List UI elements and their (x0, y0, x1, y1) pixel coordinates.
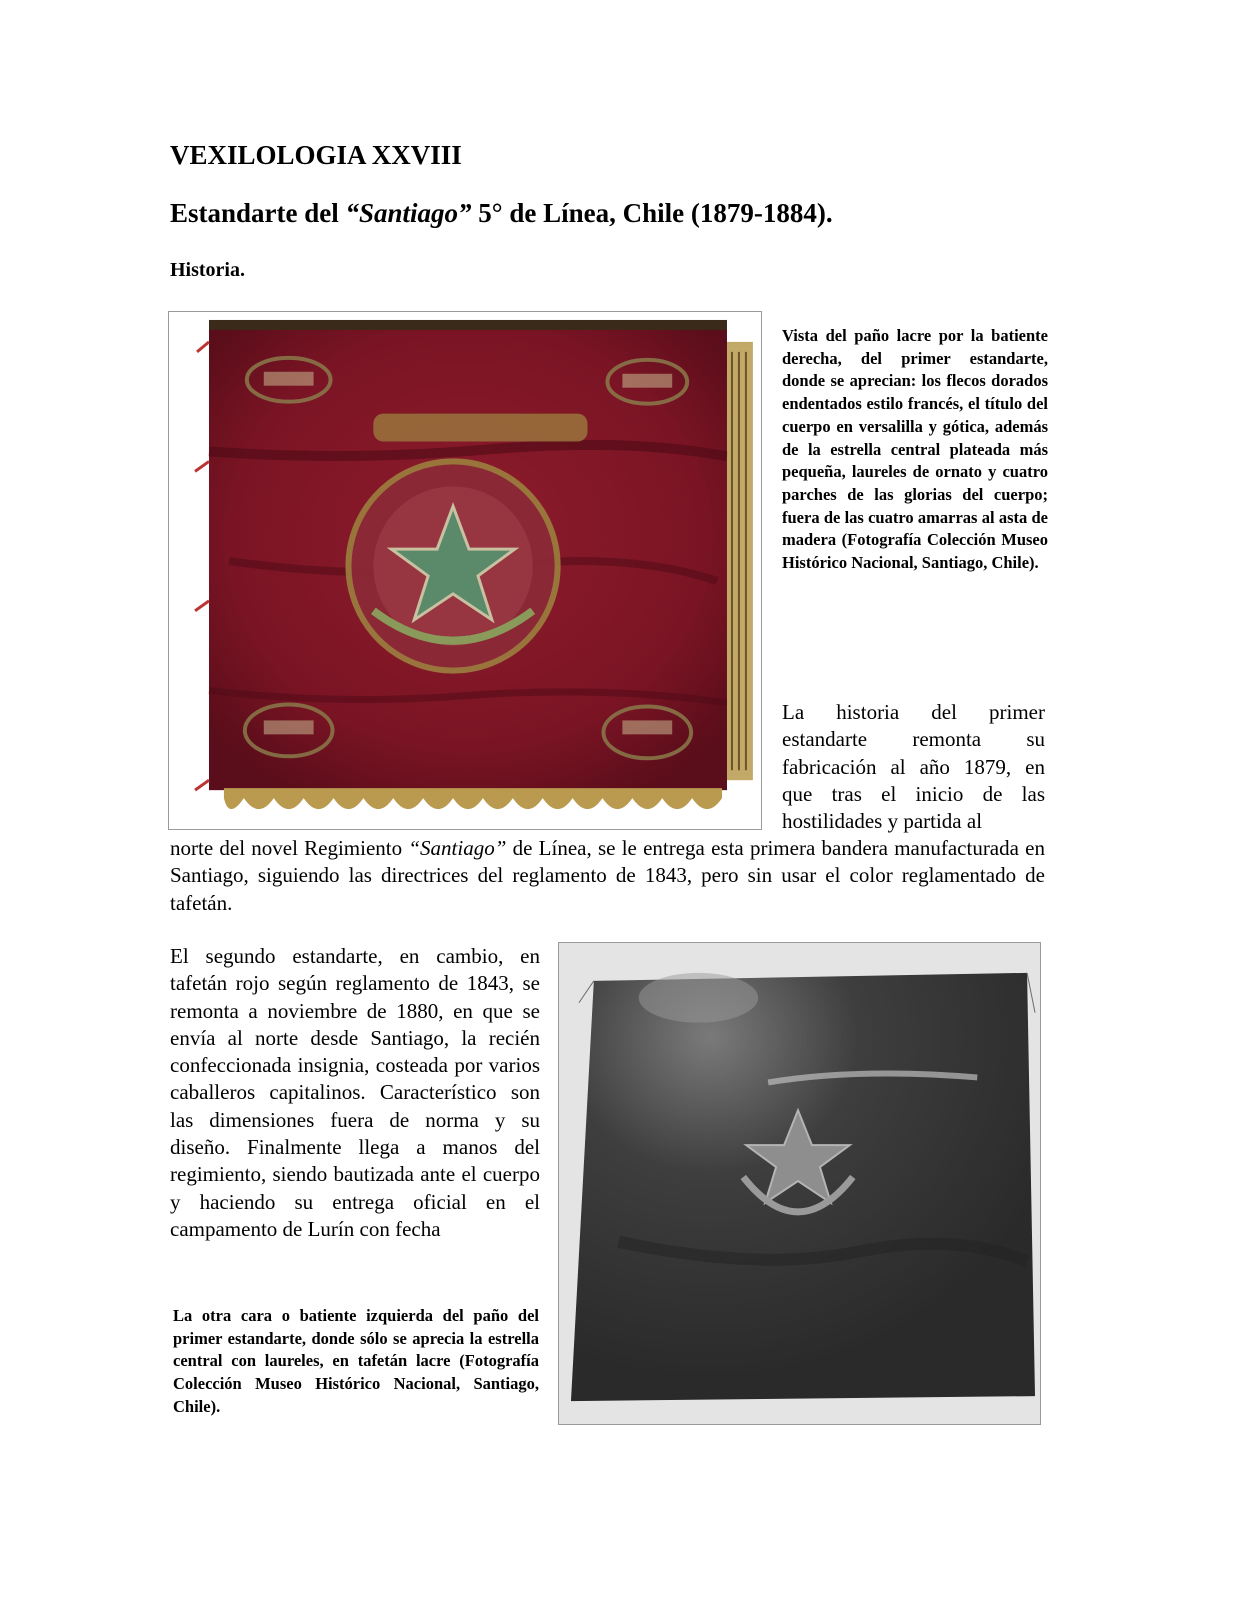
section-heading: Historia. (170, 259, 245, 281)
page-title: VEXILOLOGIA XXVIII (170, 140, 462, 170)
regiment-title-banner (373, 414, 587, 442)
history-paragraph-part-b (170, 835, 1045, 917)
second-standard-paragraph: El segundo estandarte, en cambio, en tafetán rojo según reglamento de 1843, se remonta a noviembre de 1880, en que se envía al norte desde Santiago, la recién confeccionada insignia, costeada por varios caballeros capitalinos. Característico son las dimensiones fuera de norma y su diseño. Finalmente llega a manos del regimiento, siendo bautizada ante el cuerpo y haciendo su entrega oficial en el campamento de Lurín con fecha (170, 944, 540, 1241)
flag-cloth-gray (571, 973, 1035, 1401)
flag-photo-front (168, 311, 762, 830)
para1b-italic-name: “Santiago” (408, 836, 507, 860)
subtitle-suffix: 5° de Línea, Chile (1879-1884). (471, 198, 833, 228)
para1b-suffix: de Línea, se le entrega esta primera bandera manufacturada en Santiago, siguiendo las directrices del reglamento de 1843, pero sin usar el color reglamentado de tafetán. (170, 836, 1045, 915)
history-paragraph-part-a: La historia del primer estandarte remonta su fabricación al año 1879, en que tras el inicio de las hostilidades y partida al (782, 700, 1045, 834)
para1b-prefix: norte del novel Regimiento (170, 836, 409, 860)
figure2-caption: La otra cara o batiente izquierda del paño del primer estandarte, donde sólo se aprecia la estrella central con laureles, en tafetán lacre (Fotografía Colección Museo Histórico Nacional, Santiago, Chile). (173, 1306, 539, 1416)
figure1-caption: Vista del paño lacre por la batiente derecha, del primer estandarte, donde se aprecian: los flecos dorados endentados estilo francés, el título del cuerpo en versalilla y gótica, además de la estrella central plateada más pequeña, laureles de ornato y cuatro parches de las glorias del cuerpo; fuera de las cuatro amarras al asta de madera (Fotografía Colección Museo Histórico Nacional, Santiago, Chile). (782, 326, 1048, 573)
subtitle-italic-name: “Santiago” (345, 198, 472, 228)
flag-back-illustration (559, 943, 1040, 1424)
page-subtitle (170, 198, 833, 229)
subtitle-prefix: Estandarte del (170, 198, 346, 228)
flag-front-illustration (169, 312, 761, 829)
flag-photo-back (558, 942, 1041, 1425)
